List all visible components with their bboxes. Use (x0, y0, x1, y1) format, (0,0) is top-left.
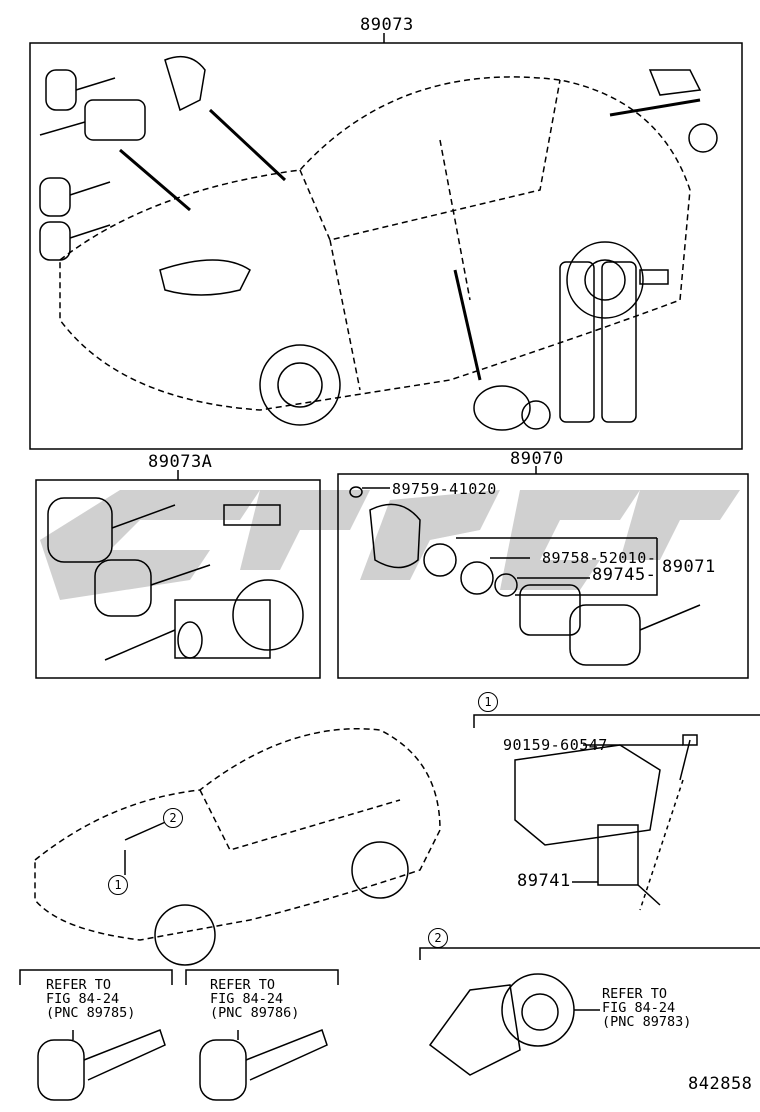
refer-note-89783 (602, 987, 691, 1029)
part-number-89073: 89073 (360, 15, 414, 35)
car-bottom (35, 729, 440, 940)
part-label: 89741 (517, 871, 571, 891)
figure-id: 842858 (688, 1074, 753, 1094)
arrows-top (120, 100, 700, 380)
part-label: 90159-60547 (503, 736, 608, 754)
car-callout-2: 2 (163, 808, 183, 828)
sub-assembly-number: 89071 (662, 557, 716, 577)
refer-line: FIG 84-24 (210, 991, 284, 1007)
refer-note-89786 (210, 978, 299, 1020)
part-label: 89758-52010- (542, 549, 657, 567)
refer-line: REFER TO (210, 977, 276, 993)
callout-2-header: 2 (428, 928, 448, 948)
part-label: 89759-41020 (392, 480, 497, 498)
refer-line: FIG 84-24 (46, 991, 120, 1007)
part-number-89073A: 89073A (148, 452, 213, 472)
keys-top (40, 70, 145, 260)
box-89073 (30, 43, 742, 449)
refer-line: REFER TO (602, 986, 668, 1002)
refer-line: REFER TO (46, 977, 112, 993)
refer-line: (PNC 89786) (210, 1005, 300, 1021)
car-top-solid (160, 57, 717, 430)
car-bottom-solid (125, 820, 408, 965)
refer-line: (PNC 89785) (46, 1005, 136, 1021)
refer-line: (PNC 89783) (602, 1014, 692, 1030)
refer-note-89785 (46, 978, 135, 1020)
detail-2-parts (430, 974, 600, 1075)
part-number-89070: 89070 (510, 449, 564, 469)
part-label: 89745- (592, 565, 657, 585)
callout-1-header: 1 (478, 692, 498, 712)
refer-line: FIG 84-24 (602, 1000, 676, 1016)
car-callout-1: 1 (108, 875, 128, 895)
keys-bottom (38, 1030, 327, 1100)
